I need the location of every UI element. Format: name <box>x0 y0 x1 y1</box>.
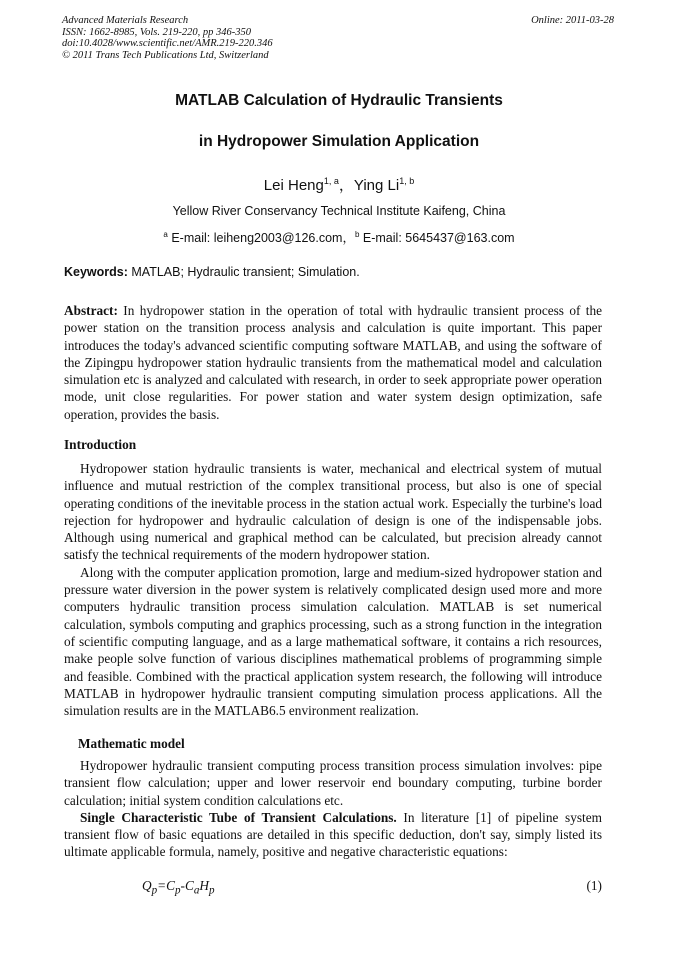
author-1: Lei Heng <box>263 177 324 194</box>
keywords <box>64 265 602 279</box>
equation-1 <box>142 878 602 897</box>
abstract <box>64 302 602 423</box>
model-paragraph-2: In literature [1] of pipeline system transient flow of basic equations are detailed in this specific deduction, don't say, simply listed its ultimate applicable formula, namely, positive and negative characteristic equations: <box>64 809 602 860</box>
eq-h: H <box>199 878 209 893</box>
abstract-label: Abstract: <box>64 303 118 318</box>
model-subheading: Single Characteristic Tube of Transient Calculations. <box>80 809 397 825</box>
email-b-mark: b <box>354 229 360 239</box>
paper-title-line1: MATLAB Calculation of Hydraulic Transients <box>175 92 503 109</box>
author-2-affil: 1, b <box>399 176 415 186</box>
equation-number: (1) <box>586 878 602 893</box>
eq-minus-c: -C <box>180 878 194 893</box>
paper-title-line2: in Hydropower Simulation Application <box>198 133 480 150</box>
eq-ca-sub: a <box>193 884 200 897</box>
author-2: Ying Li <box>353 177 400 194</box>
model-paragraph-1: Hydropower hydraulic transient computing process transition process simulation involves: pipe transient flow calculation; upper and lower reservoir end boundary computing, turbine border calculation; initial system condition calculations etc. <box>64 758 602 808</box>
author-line <box>0 174 678 195</box>
introduction-paragraph-2: Along with the computer application promotion, large and medium-sized hydropower station and pressure water diversion in the power system is relatively complicated design used more and more computers hydraulic transition process simulation calculation. MATLAB is set numerical calculation, symbols computing and graphics processing, such as a strong function in the integration of scientific computing language, and as a large mathematical software, it contains a rich resources, make people solve function of various disciplines mathematical problems of programming simple and feasible. Combined with the practical application system research, the following will introduce MATLAB in hydropower hydraulic transient computing simulation process applications. All the simulation results are in the MATLAB6.5 environment realization. <box>64 564 602 719</box>
author-separator: ， <box>338 177 354 194</box>
copyright-line: © 2011 Trans Tech Publications Ltd, Switzerland <box>62 49 269 61</box>
journal-name: Advanced Materials Research <box>62 15 189 26</box>
eq-equals-c: =C <box>157 878 175 893</box>
affiliation-institute: Yellow River Conservancy Technical Institute Kaifeng, China <box>172 204 506 218</box>
eq-cp-sub: p <box>175 884 181 897</box>
issn-line: ISSN: 1662-8985, Vols. 219-220, pp 346-350 <box>62 26 251 38</box>
eq-q-sub: p <box>151 884 158 897</box>
introduction-body <box>64 460 602 719</box>
affiliation-emails <box>0 228 678 246</box>
keywords-text: MATLAB; Hydraulic transient; Simulation. <box>127 265 360 279</box>
author-1-affil: 1, a <box>323 176 339 186</box>
email-a-mark: a <box>163 229 168 239</box>
introduction-heading: Introduction <box>64 437 137 452</box>
model-body <box>64 757 602 861</box>
header-meta <box>62 15 614 61</box>
model-heading: Mathematic model <box>78 736 185 751</box>
online-date: Online: 2011-03-28 <box>531 15 614 26</box>
eq-h-sub: p <box>209 884 215 897</box>
keywords-label: Keywords: <box>64 265 128 279</box>
introduction-paragraph-1: Hydropower station hydraulic transients is water, mechanical and electrical system of mutual influence and mutual restriction of the complex transitional process, but also is one of special operating conditions of the inevitable process in the station actual work. Especially the turbine's load rejection for hydropower and hydraulic calculation of design is one of the indispensable jobs. Although using numerical and graphical method can be calculated, but precision already cannot satisfy the technical requirements of the modern hydropower station. <box>64 461 602 563</box>
email-a: E-mail: leiheng2003@126.com， <box>167 231 355 245</box>
abstract-text: In hydropower station in the operation of total with hydraulic transient process of the power station on the transition process analysis and calculation is quite important. This paper introduces the today's advanced scientific computing software MATLAB, and using the software of the Zipingpu hydropower station hydraulic transients from the mathematical model and calculation simulation etc is analyzed and calculated with research, in order to seek appropriate power operation mode, unit close regularities. For power station and water system design optimization, safe operation, provides the basis. <box>64 303 602 422</box>
eq-q: Q <box>142 878 152 893</box>
doi-line: doi:10.4028/www.scientific.net/AMR.219-220.346 <box>62 38 273 49</box>
email-b: E-mail: 5645437@163.com <box>359 231 515 245</box>
